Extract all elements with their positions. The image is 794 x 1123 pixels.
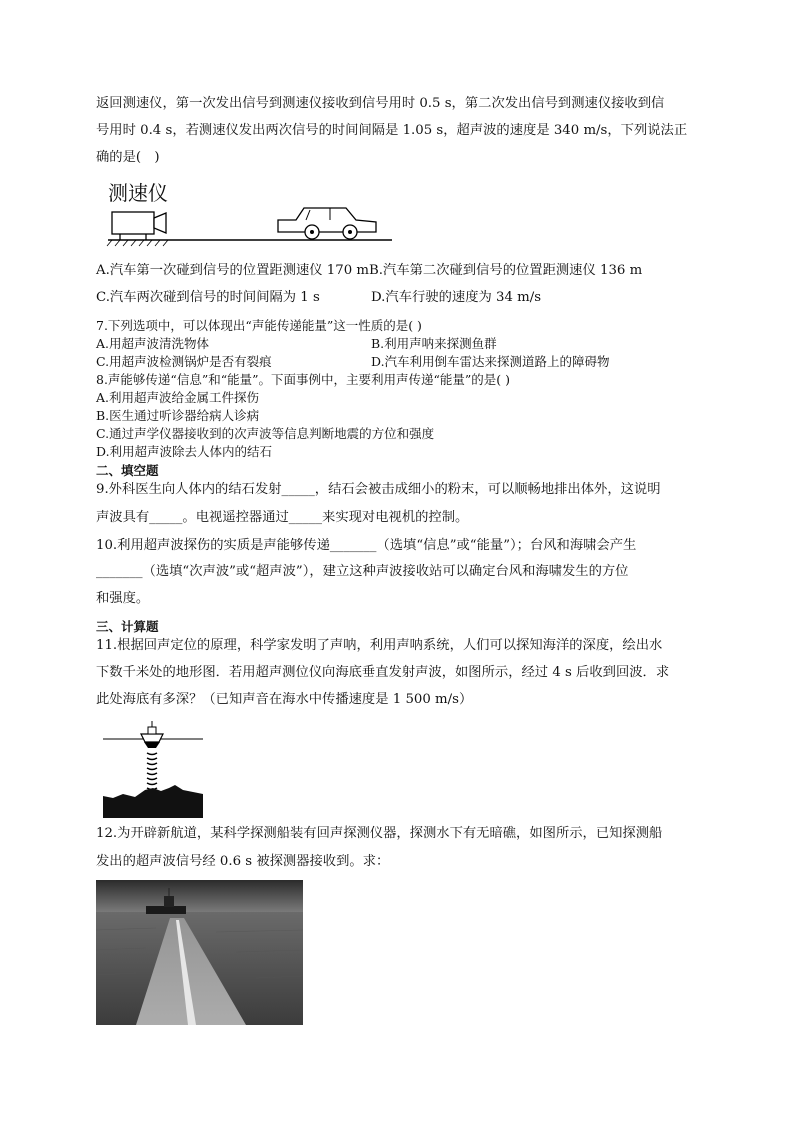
sonar-depth-figure — [103, 718, 203, 818]
q8-option-a: A.利用超声波给金属工件探伤 — [96, 390, 260, 405]
q8-option-c: C.通过声学仪器接收到的次声波等信息判断地震的方位和强度 — [96, 426, 435, 441]
q6-line-3: 确的是( ) — [96, 150, 160, 165]
speed-measurement-diagram — [100, 200, 400, 250]
q10-line-2: _______（选填“次声波”或“超声波”），建立这种声波接收站可以确定台风和海啸发生的方位 — [96, 564, 629, 579]
q11-line-2: 下数千米处的地形图．若用超声测位仪向海底垂直发射声波，如图所示，经过 4 s 后收到回波．求 — [96, 665, 670, 680]
q7-option-c: C.用超声波检测锅炉是否有裂痕 — [96, 354, 272, 369]
section-fill-in-title: 二、填空题 — [96, 463, 159, 478]
q8-option-d: D.利用超声波除去人体内的结石 — [96, 444, 273, 459]
q8-option-b: B.医生通过听诊器给病人诊病 — [96, 408, 260, 423]
q11-line-3: 此处海底有多深？（已知声音在海水中传播速度是 1 500 m/s） — [96, 692, 473, 707]
q6-option-c: C.汽车两次碰到信号的时间间隔为 1 s — [96, 290, 320, 305]
q8-stem: 8.声能够传递“信息”和“能量”。下面事例中，主要利用声传递“能量”的是( ) — [96, 372, 510, 387]
q7-option-d: D.汽车利用倒车雷达来探测道路上的障碍物 — [371, 354, 610, 369]
q7-option-a: A.用超声波清洗物体 — [96, 336, 210, 351]
q9-line-2: 声波具有_____。电视遥控器通过_____来实现对电视机的控制。 — [96, 510, 469, 525]
q6-line-2: 号用时 0.4 s，若测速仪发出两次信号的时间间隔是 1.05 s，超声波的速度是 340 m/s，下列说法正 — [96, 123, 688, 138]
exploration-ship-photo — [96, 880, 303, 1025]
q7-stem: 7.下列选项中，可以体现出“声能传递能量”这一性质的是( ) — [96, 318, 422, 333]
q7-option-b: B.利用声呐来探测鱼群 — [371, 336, 497, 351]
speedometer-label: 测速仪 — [108, 181, 168, 205]
q9-line-1: 9.外科医生向人体内的结石发射_____，结石会被击成细小的粉末，可以顺畅地排出体外，这说明 — [96, 482, 661, 497]
q10-line-3: 和强度。 — [96, 591, 150, 606]
q6-option-a: A.汽车第一次碰到信号的位置距测速仪 170 mB.汽车第二次碰到信号的位置距测速仪 136 m — [96, 263, 643, 278]
q6-line-1: 返回测速仪，第一次发出信号到测速仪接收到信号用时 0.5 s，第二次发出信号到测速仪接收到信 — [96, 96, 665, 111]
q12-line-2: 发出的超声波信号经 0.6 s 被探测器接收到。求： — [96, 854, 390, 869]
section-calculation-title: 三、计算题 — [96, 619, 159, 634]
q10-line-1: 10.利用超声波探伤的实质是声能够传递_______（选填“信息”或“能量”）；台风和海啸会产生 — [96, 538, 637, 553]
q11-line-1: 11.根据回声定位的原理，科学家发明了声呐，利用声呐系统，人们可以探知海洋的深度，绘出水 — [96, 638, 663, 653]
q12-line-1: 12.为开辟新航道，某科学探测船装有回声探测仪器，探测水下有无暗礁，如图所示，已知探测船 — [96, 826, 663, 841]
q6-option-d: D.汽车行驶的速度为 34 m/s — [371, 290, 542, 305]
